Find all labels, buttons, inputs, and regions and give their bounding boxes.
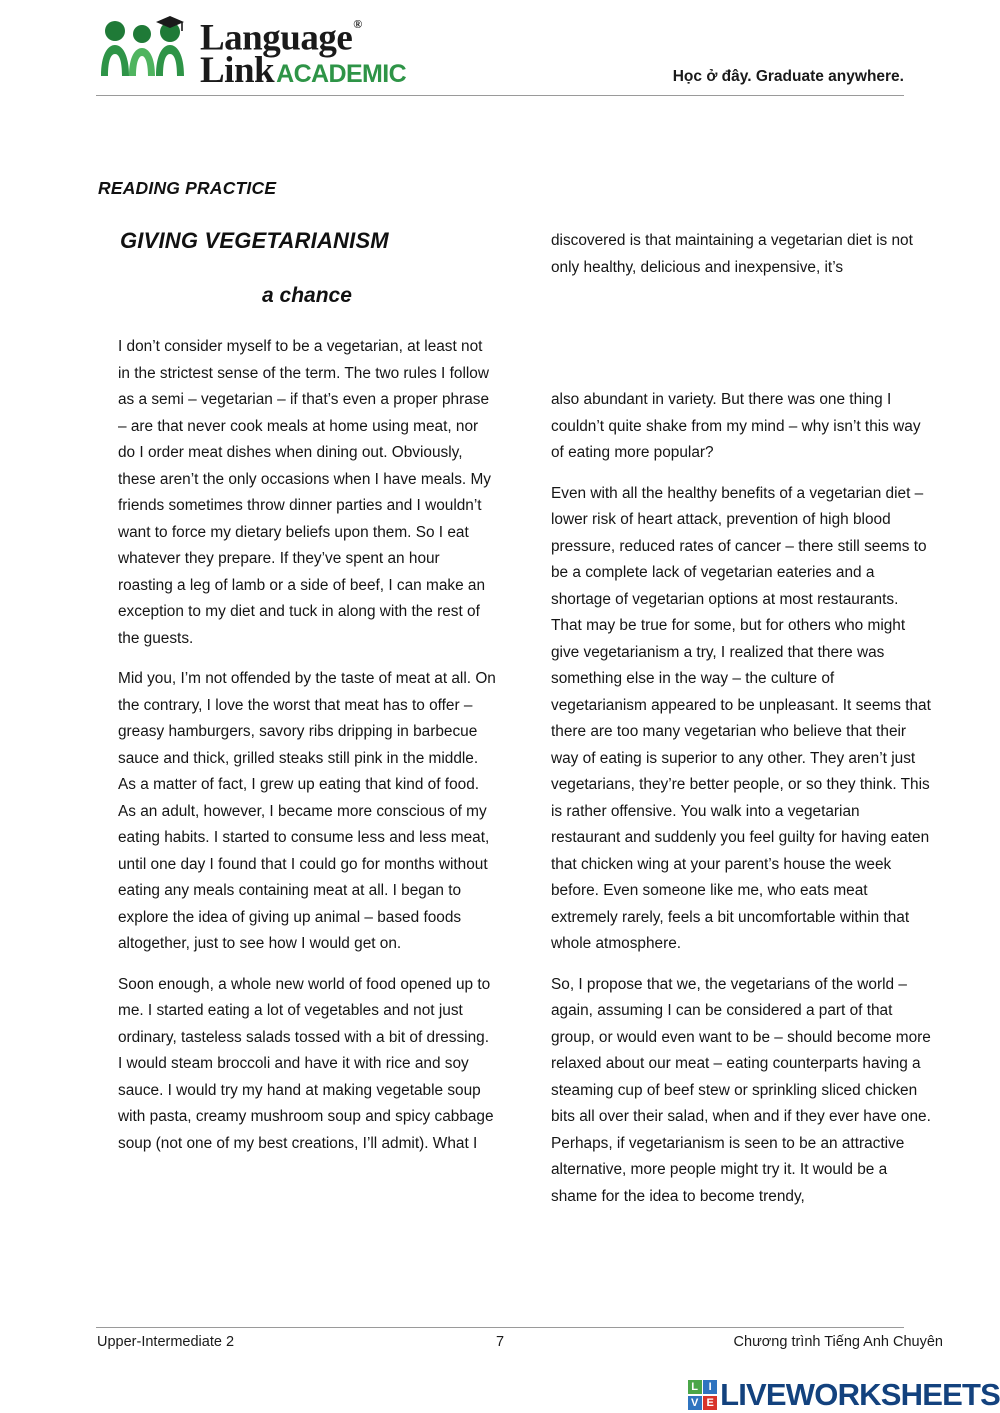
logo-word-link: Link — [200, 50, 275, 92]
registered-trademark-icon: ® — [353, 17, 362, 31]
page-title: GIVING VEGETARIANISM — [120, 228, 389, 253]
header-tagline: Học ở đây. Graduate anywhere. — [672, 68, 904, 85]
language-link-logo — [98, 14, 406, 95]
logo-word-academic: ACADEMIC — [276, 60, 407, 89]
paragraph: also abundant in variety. But there was one thing I couldn’t quite shake from my mind – why isn’t this way of eating more popular? — [551, 391, 921, 461]
paragraph: discovered is that maintaining a vegetarian diet is not only healthy, delicious and inexpensive, it’s — [551, 232, 913, 276]
logo-wordmark — [200, 14, 406, 95]
paragraph: Even with all the healthy benefits of a vegetarian diet – lower risk of heart attack, prevention of high blood pressure, reduced rates of cancer – there still seems to be a complete lack of vegetarian eateries and a shortage of vegetarian options at most restaurants. That may be true for some, but for others who might give vegetarianism a try, I realized that there was something else in the way – the culture of vegetarianism appeared to be unpleasant. It seems that there are too many vegetarian who believe that their way of eating is superior to any other. They aren’t just vegetarians, they’re better people, or so they think. This is rather offensive. You walk into a vegetarian restaurant and suddenly you feel guilty for having eaten that chicken wing at your parent’s house the week before. Even someone like me, who eats meat extremely rarely, feels a bit uncomfortable within that whole atmosphere. — [551, 484, 931, 952]
article-left-column — [118, 334, 496, 1157]
paragraph: Soon enough, a whole new world of food opened up to me. I started eating a lot of vegetables and not just ordinary, tasteless salads tossed with a bit of dressing. I would steam broccoli and have it with rice and soy sauce. I would try my hand at making vegetable soup with pasta, creamy mushroom soup and spicy cabbage soup (not one of my best creations, I’ll admit). What I — [118, 975, 494, 1152]
page-header — [0, 0, 1000, 100]
three-people-graduation-icon — [98, 14, 194, 76]
liveworksheets-watermark — [688, 1377, 1000, 1413]
page-number: 7 — [495, 1334, 505, 1350]
lws-tile-e: E — [703, 1396, 717, 1410]
lws-tile-v: V — [688, 1396, 702, 1410]
logo-language-text: Language — [200, 17, 353, 59]
footer-program: Chương trình Tiếng Anh Chuyên — [733, 1334, 943, 1350]
logo-line-link-academic — [200, 50, 407, 95]
header-divider — [96, 95, 904, 96]
paragraph: So, I propose that we, the vegetarians of the world – again, assuming I can be considered a part of that group, or would even want to be – should become more relaxed about our meat – eating counterparts having a steaming cup of beef stew or sprinkling sliced chicken bits all over their salad, when and if they ever have one. Perhaps, if vegetarianism is seen to be an attractive alternative, more people might try it. It would be a shame for the idea to become trendy, — [551, 975, 931, 1205]
logo-word-language — [200, 16, 362, 59]
lws-tile-l: L — [688, 1380, 702, 1394]
column-gap — [551, 295, 933, 387]
article-right-column — [551, 228, 933, 1210]
liveworksheets-tiles-icon — [688, 1380, 718, 1410]
footer-level: Upper-Intermediate 2 — [97, 1334, 235, 1350]
section-label: READING PRACTICE — [98, 178, 277, 198]
paragraph: Mid you, I’m not offended by the taste of meat at all. On the contrary, I love the worst that meat has to offer – greasy hamburgers, savory ribs dripping in barbecue sauce and thick, grilled steaks still pink in the middle. As a matter of fact, I grew up eating that kind of food. As an adult, however, I became more conscious of my eating habits. I started to consume less and less meat, until one day I found that I could go for months without eating any meals containing meat at all. I began to explore the idea of giving up animal – based foods altogether, just to see how I would get on. — [118, 670, 496, 952]
page-subtitle: a chance — [262, 284, 352, 307]
footer-divider — [96, 1327, 904, 1328]
lws-tile-i: I — [703, 1380, 717, 1394]
paragraph: I don’t consider myself to be a vegetarian, at least not in the strictest sense of the term. The two rules I follow as a semi – vegetarian – if that’s even a proper phrase – are that never cook meals at home using meat, nor do I order meat dishes when dining out. Obviously, these aren’t the only occasions when I have meals. My friends sometimes throw dinner parties and I wouldn’t want to force my dietary beliefs upon them. So I eat whatever they prepare. If they’ve spent an hour roasting a leg of lamb or a side of beef, I can make an exception to my diet and tuck in along with the rest of the guests. — [118, 338, 491, 647]
liveworksheets-wordmark: LIVEWORKSHEETS — [720, 1377, 1000, 1412]
